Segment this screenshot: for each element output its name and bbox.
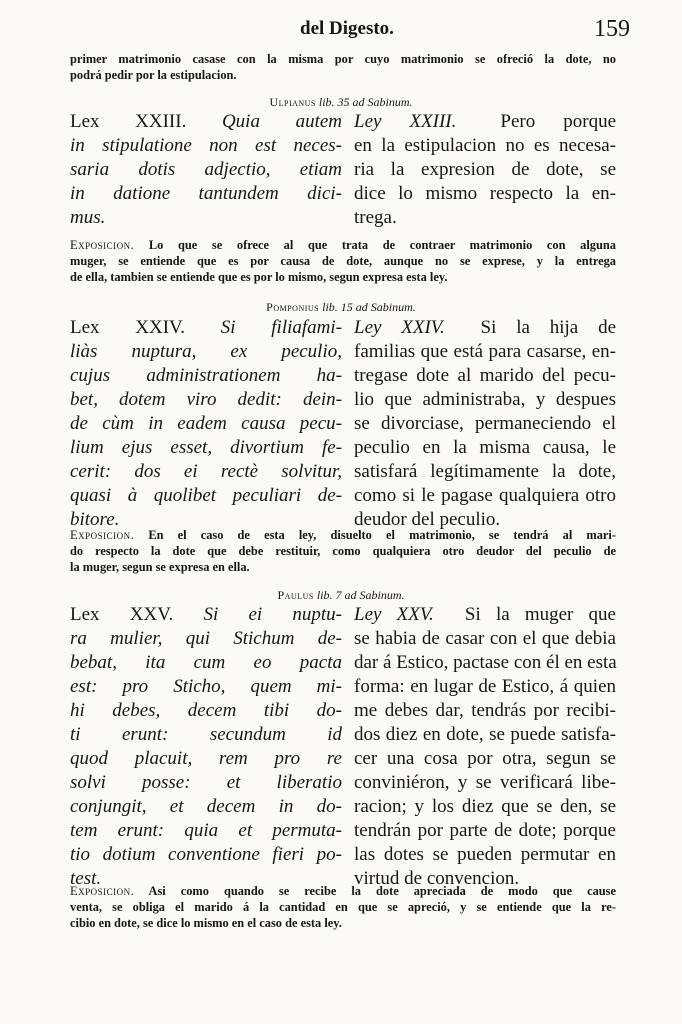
text-line: dos diez en dote, se puede satisfa-: [354, 724, 616, 745]
source-citation: [0, 588, 682, 603]
text-segment: Quia autem: [221, 111, 343, 132]
text-line: [70, 603, 342, 627]
text-line: venta, se obliga el marido á la cantidad en que se apreció, y se entiende que la re-: [70, 900, 616, 914]
text-segment: Lo que se ofrece al que trata de contraer matrimonio con alguna: [148, 238, 616, 252]
text-line: lio que administraba, y despues: [354, 389, 616, 410]
text-line: se divorciase, permaneciendo el: [354, 413, 616, 434]
text-line: [354, 603, 616, 627]
source-reference: lib. 35 ad Sabinum.: [318, 95, 413, 109]
text-line: racion; y los diez que se den, se: [354, 796, 616, 817]
text-line: ria la expresion de dote, se: [354, 159, 616, 180]
running-title: del Digesto.: [300, 18, 394, 39]
exposition: [70, 237, 616, 285]
exposition-label: Exposicion.: [70, 884, 135, 898]
text-line: ti erunt: secundum id: [70, 724, 342, 745]
text-line: primer matrimonio casase con la misma por cuyo matrimonio se ofreció la dote, no: [70, 52, 616, 66]
text-line: est: pro Sticho, quem mi-: [70, 676, 342, 697]
exposition: [70, 527, 616, 575]
lex-label: Lex XXIV.: [70, 317, 186, 338]
text-line: deudor del peculio.: [354, 509, 501, 530]
text-line: bebat, ita cum eo pacta: [70, 652, 342, 673]
spanish-text: [354, 603, 616, 891]
text-line: solvi posse: et liberatio: [70, 772, 342, 793]
text-line: tem erunt: quia et permuta-: [70, 820, 342, 841]
page-header: [0, 16, 682, 46]
text-line: tio dotium conventione fieri po-: [70, 844, 342, 865]
text-line: satisfará legítimamente la dote,: [354, 461, 616, 482]
source-author: Paulus: [277, 588, 314, 602]
text-line: saria dotis adjectio, etiam: [70, 159, 342, 180]
text-line: me debes dar, tendrás por recibi-: [354, 700, 616, 721]
ley-label: Ley XXV.: [354, 604, 434, 625]
text-line: [70, 883, 616, 899]
source-reference: lib. 7 ad Sabinum.: [316, 588, 405, 602]
text-line: cerit: dos ei rectè solvitur,: [70, 461, 342, 482]
text-line: quod placuit, rem pro re: [70, 748, 342, 769]
text-line: mus.: [70, 207, 106, 228]
text-line: virtud de convencion.: [354, 868, 520, 889]
text-line: se habia de casar con el que debia: [354, 628, 616, 649]
latin-text: [70, 110, 342, 230]
source-reference: lib. 15 ad Sabinum.: [322, 300, 416, 314]
exposition: [70, 883, 616, 931]
lex-label: Lex XXIII.: [70, 111, 187, 132]
text-line: do respecto la dote que debe restituir, como qualquiera otro deudor del peculio de: [70, 544, 616, 558]
text-line: tregase dote al marido del pecu-: [354, 365, 616, 386]
text-line: cibio en dote, se dice lo mismo en el caso de esta ley.: [70, 916, 342, 930]
text-line: in datione tantundem dici-: [70, 183, 342, 204]
text-line: las dotes se pueden permutar en: [354, 844, 616, 865]
text-line: muger, se entiende que es por causa de dote, aunque no se exprese, y la entrega: [70, 254, 616, 268]
text-line: [354, 316, 616, 340]
exposition-label: Exposicion.: [70, 238, 135, 252]
text-segment: Si la muger que: [464, 604, 616, 625]
text-line: lium ejus esset, divortium fe-: [70, 437, 342, 458]
text-line: de ella, tambien se entiende que es por lo mismo, segun expresa esta ley.: [70, 270, 448, 284]
text-line: forma: en lugar de Estico, á quien: [354, 676, 616, 697]
page-number: 159: [594, 16, 630, 42]
text-line: bet, dotem viro dedit: dein-: [70, 389, 342, 410]
source-author: Ulpianus: [269, 95, 316, 109]
text-line: la muger, segun se expresa en ella.: [70, 560, 250, 574]
text-line: quasi à quolibet peculiari de-: [70, 485, 342, 506]
source-citation: [0, 95, 682, 110]
spanish-text: [354, 110, 616, 230]
text-line: podrá pedir por la estipulacion.: [70, 68, 237, 82]
text-line: trega.: [354, 207, 397, 228]
intro-paragraph: [70, 51, 616, 83]
text-line: familias que está para casarse, en-: [354, 341, 616, 362]
text-line: [70, 527, 616, 543]
text-line: cujus administrationem ha-: [70, 365, 342, 386]
latin-text: [70, 603, 342, 891]
text-line: peculio en la misma causa, le: [354, 437, 616, 458]
source-author: Pomponius: [266, 300, 320, 314]
ley-label: Ley XXIII.: [354, 111, 457, 132]
text-line: [70, 110, 342, 134]
text-line: dice lo mismo respecto la en-: [354, 183, 616, 204]
text-line: [354, 110, 616, 134]
text-line: de cùm in eadem causa pecu-: [70, 413, 342, 434]
text-line: en la estipulacion no es necesa-: [354, 135, 616, 156]
text-segment: Si la hija de: [480, 317, 617, 338]
text-segment: Si ei nuptu-: [203, 604, 342, 625]
text-line: cer una cosa por otra, segun se: [354, 748, 616, 769]
text-line: conviniéron, y se verificará libe-: [354, 772, 616, 793]
ley-label: Ley XXIV.: [354, 317, 445, 338]
text-line: test.: [70, 868, 102, 889]
lex-label: Lex XXV.: [70, 604, 174, 625]
text-segment: En el caso de esta ley, disuelto el matrimonio, se tendrá al mari-: [148, 528, 616, 542]
text-line: conjungit, et decem in do-: [70, 796, 342, 817]
text-segment: Si filiafami-: [220, 317, 342, 338]
spanish-text: [354, 316, 616, 532]
text-line: [70, 237, 616, 253]
exposition-label: Exposicion.: [70, 528, 135, 542]
text-line: bitore.: [70, 509, 120, 530]
text-line: [70, 316, 342, 340]
text-line: hi debes, decem tibi do-: [70, 700, 342, 721]
text-segment: Asi como quando se recibe la dote apreciada de modo que cause: [148, 884, 616, 898]
text-line: liàs nuptura, ex peculio,: [70, 341, 342, 362]
text-line: in stipulatione non est neces-: [70, 135, 342, 156]
text-line: dar á Estico, pactase con él en esta: [354, 652, 617, 673]
text-segment: Pero porque: [500, 111, 616, 132]
text-line: como si le pagase qualquiera otro: [354, 485, 616, 506]
latin-text: [70, 316, 342, 532]
text-line: ra mulier, qui Stichum de-: [70, 628, 342, 649]
text-line: tendrán por parte de dote; porque: [354, 820, 616, 841]
source-citation: [0, 300, 682, 315]
